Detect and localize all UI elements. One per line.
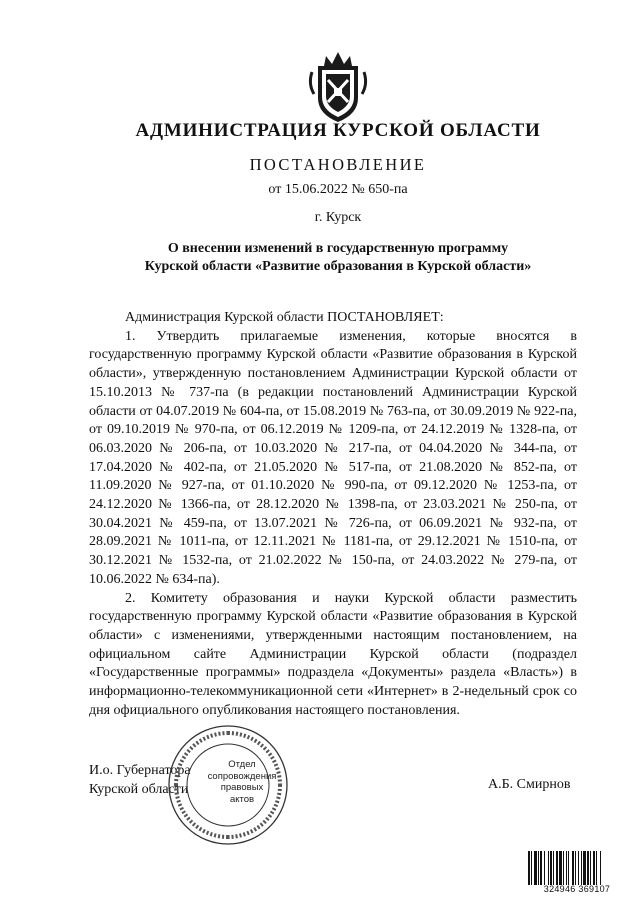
barcode-bar bbox=[553, 851, 554, 885]
stamp-line-3: правовых bbox=[220, 782, 264, 793]
body-item-1: 1. Утвердить прилагаемые изменения, которые вносятся в государственную программу Курской области «Развитие образования в Курской области», утвержденную постановлением Администрации Курской области от 15.10.2013 № 737-па (в редакции постановлений Администрации Курской области от 04.07.2019 № 604-па, от 15.08.2019 № 763-па, от 30.09.2019 № 922-па, от 09.10.2019 № 970-па, от 06.12.2019 № 1209-па, от 24.12.2019 № 1328-па, от 06.03.2020 № 206-па, от 10.03.2020 № 217-па, от 04.04.2020 № 344-па, от 17.04.2020 № 402-па, от 21.05.2020 № 517-па, от 21.08.2020 № 852-па, от 11.09.2020 № 927-па, от 01.10.2020 № 990-па, от 09.12.2020 № 1253-па, от 24.12.2020 № 1366-па, от 28.12.2020 № 1398-па, от 23.03.2021 № 250-па, от 30.04.2021 № 459-па, от 13.07.2021 № 726-па, от 06.09.2021 № 932-па, от 28.09.2021 № 1011-па, от 12.11.2021 № 1181-па, от 29.12.2021 № 1510-па, от 30.12.2021 № 1532-па, от 21.02.2022 № 150-па, от 24.03.2022 № 279-па, от 10.06.2022 № 634-па). bbox=[89, 328, 577, 587]
barcode-bar bbox=[566, 851, 567, 885]
barcode-bar bbox=[544, 851, 545, 885]
document-type: ПОСТАНОВЛЕНИЕ bbox=[249, 155, 427, 174]
subject-line-1: О внесении изменений в государственную программу bbox=[167, 241, 509, 256]
barcode-bar bbox=[563, 851, 564, 885]
barcode-icon bbox=[528, 851, 628, 885]
signatory-position-line-2: Курской области bbox=[89, 781, 189, 797]
barcode-bar bbox=[583, 851, 586, 885]
barcode-bar bbox=[556, 851, 558, 885]
document-number: от 15.06.2022 № 650-па bbox=[268, 182, 408, 197]
subject-line-2: Курской области «Развитие образования в Курской области» bbox=[144, 259, 532, 274]
coat-of-arms-icon bbox=[304, 44, 372, 124]
document-city: г. Курск bbox=[314, 210, 362, 225]
organization-title: АДМИНИСТРАЦИЯ КУРСКОЙ ОБЛАСТИ bbox=[135, 120, 541, 141]
barcode-bar bbox=[548, 851, 549, 885]
barcode-bar bbox=[593, 851, 595, 885]
document-body bbox=[89, 309, 577, 720]
body-item-2: 2. Комитету образования и науки Курской области разместить государственную программу Курской области «Развитие образования в Курской области» с изменениями, утвержденными настоящим постановлением, на официальном сайте Администрации Курской области (подраздел «Государственные программы» подраздела «Документы» раздела «Власть») в информационно-телекоммуникационной сети «Интернет» в 2-недельный срок со дня официального опубликования настоящего постановления. bbox=[89, 590, 577, 718]
barcode-bar bbox=[587, 851, 589, 885]
barcode-bar bbox=[575, 851, 576, 885]
barcode-bar bbox=[534, 851, 537, 885]
document-subject bbox=[40, 240, 636, 276]
stamp-line-2: сопровождения bbox=[207, 770, 277, 782]
barcode-bar bbox=[600, 851, 601, 885]
barcode-bar bbox=[528, 851, 530, 885]
stamp-text bbox=[206, 759, 278, 805]
signatory-name: А.Б. Смирнов bbox=[488, 777, 571, 792]
barcode-bar bbox=[581, 851, 582, 885]
barcode-bar bbox=[540, 851, 542, 885]
barcode-bar bbox=[572, 851, 574, 885]
barcode-number: 324946 369107 bbox=[543, 884, 611, 894]
barcode-bar bbox=[559, 851, 562, 885]
barcode-bar bbox=[531, 851, 532, 885]
barcode-bar bbox=[596, 851, 597, 885]
stamp-line-4: актов bbox=[229, 793, 255, 805]
barcode-bar bbox=[538, 851, 539, 885]
preamble: Администрация Курской области ПОСТАНОВЛЯЕТ: bbox=[125, 310, 444, 325]
signatory-position-line-1: И.о. Губернатора bbox=[89, 763, 191, 778]
barcode-bar bbox=[568, 851, 569, 885]
stamp-line-1: Отдел bbox=[228, 759, 256, 770]
barcode-bar bbox=[578, 851, 579, 885]
barcode-bar bbox=[550, 851, 552, 885]
barcode-bar bbox=[590, 851, 591, 885]
